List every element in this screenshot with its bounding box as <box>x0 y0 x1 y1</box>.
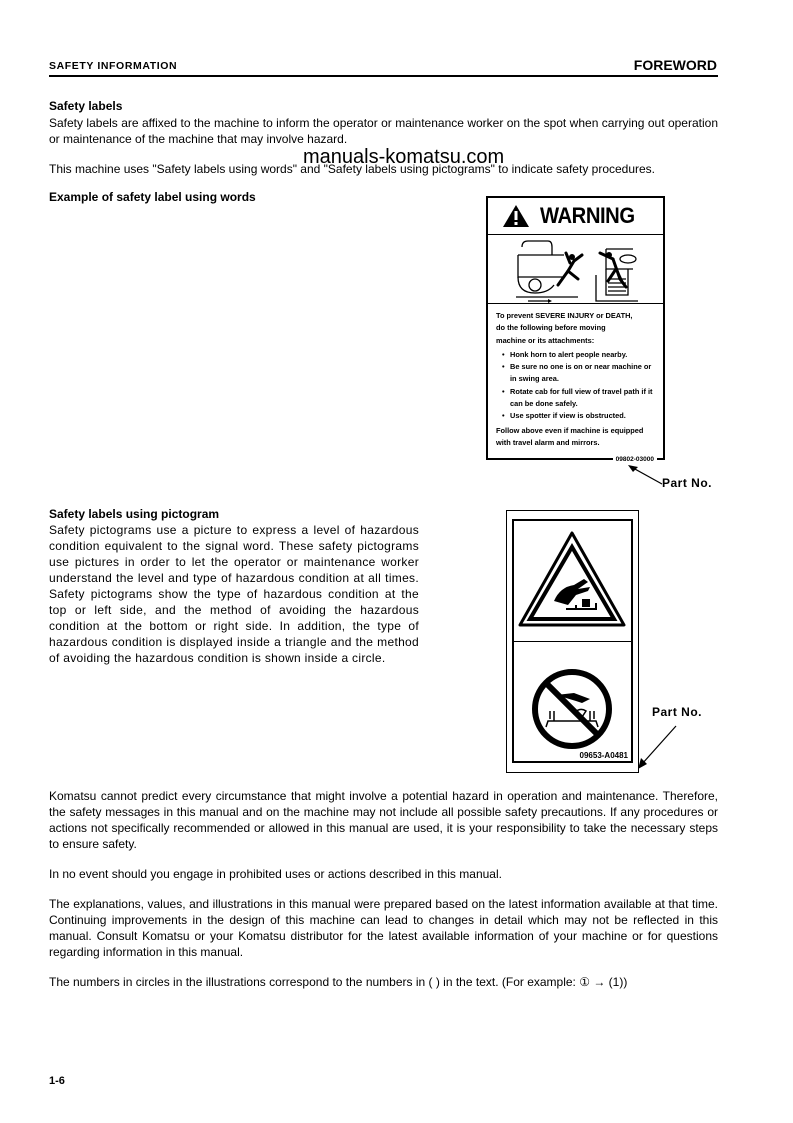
warning-triangle-icon <box>502 204 530 228</box>
crush-hazard-illustration <box>488 235 663 304</box>
pictogram-heading: Safety labels using pictogram <box>49 507 220 521</box>
safety-labels-types: This machine uses "Safety labels using words" and "Safety labels using pictograms" to indicate safety procedures. <box>49 162 656 176</box>
warning-bullet: • Use spotter if view is obstructed. <box>504 410 655 422</box>
pictogram-part-number: 09653-A0481 <box>579 751 628 760</box>
part-no-arrow-icon <box>625 462 665 488</box>
signal-word: WARNING <box>540 203 635 228</box>
safety-labels-heading: Safety labels <box>49 99 123 113</box>
warning-bullet-list <box>496 349 655 423</box>
part-no-label-words: Part No. <box>662 476 713 490</box>
disclaimer-paragraph: Komatsu cannot predict every circumstance that might involve a potential hazard in operation and maintenance. Therefore, the safety messages in this manual and on the machine may not include all possible safety precautions. If any procedures or actions not specifically recommended or allowed in this manual are used, it is your responsibility to take the necessary steps to ensure safety. <box>49 789 718 851</box>
warning-closing: Follow above even if machine is equipped with travel alarm and mirrors. <box>496 425 644 447</box>
header-rule <box>49 75 718 77</box>
part-no-arrow-icon <box>634 722 684 772</box>
chapter-title: FOREWORD <box>633 57 717 73</box>
warning-intro-1: To prevent SEVERE INJURY or DEATH, <box>496 311 633 320</box>
warning-bullet: • Rotate cab for full view of travel path if it can be done safely. <box>504 386 655 411</box>
warning-label <box>486 196 665 463</box>
pictogram-divider <box>514 641 631 642</box>
updates-paragraph: The explanations, values, and illustrations in this manual were prepared based on the latest information available at that time. Continuing improvements in the design of this machine can lead to changes in detail which may not be reflected in this manual. Consult Komatsu or your Komatsu distributor for the latest available information of your machine or for questions regarding information in this manual. <box>49 897 718 959</box>
warning-part-number: 09802-03000 <box>613 456 657 463</box>
page-number: 1-6 <box>49 1075 65 1087</box>
prohibited-uses-paragraph: In no event should you engage in prohibited uses or actions described in this manual. <box>49 867 502 881</box>
words-example-heading: Example of safety label using words <box>49 190 256 204</box>
warning-bullet: • Be sure no one is on or near machine or in swing area. <box>504 361 655 386</box>
warning-intro-3: machine or its attachments: <box>496 335 595 345</box>
pictogram-label <box>506 510 639 773</box>
hand-crush-triangle-icon <box>516 529 629 629</box>
watermark: manuals-komatsu.com <box>303 146 505 168</box>
safety-labels-intro: Safety labels are affixed to the machine to inform the operator or maintenance worker on the spot when carrying out operation or maintenance of the machine that may involve hazard. <box>49 116 718 146</box>
circled-numbers-paragraph: The numbers in circles in the illustrations correspond to the numbers in ( ) in the text. (For example: ① → (1)) <box>49 975 628 989</box>
no-hand-prohibition-icon <box>530 667 614 751</box>
section-title: SAFETY INFORMATION <box>49 60 178 72</box>
warning-intro-2: do the following before moving <box>496 323 606 333</box>
pictogram-body: Safety pictograms use a picture to express a level of hazardous condition equivalent to the signal word. These safety pictograms use pictures in order to let the operator or maintenance worker understand the level and type of hazardous condition at all times. Safety pictograms show the type of hazardous condition at the top or left side, and the method of avoiding the hazardous condition at the bottom or right side. In addition, the type of hazardous condition is displayed inside a triangle and the method of avoiding the hazardous condition is shown inside a circle. <box>49 523 419 665</box>
part-no-label-pictogram: Part No. <box>652 705 703 719</box>
warning-bullet: • Honk horn to alert people nearby. <box>504 349 655 361</box>
